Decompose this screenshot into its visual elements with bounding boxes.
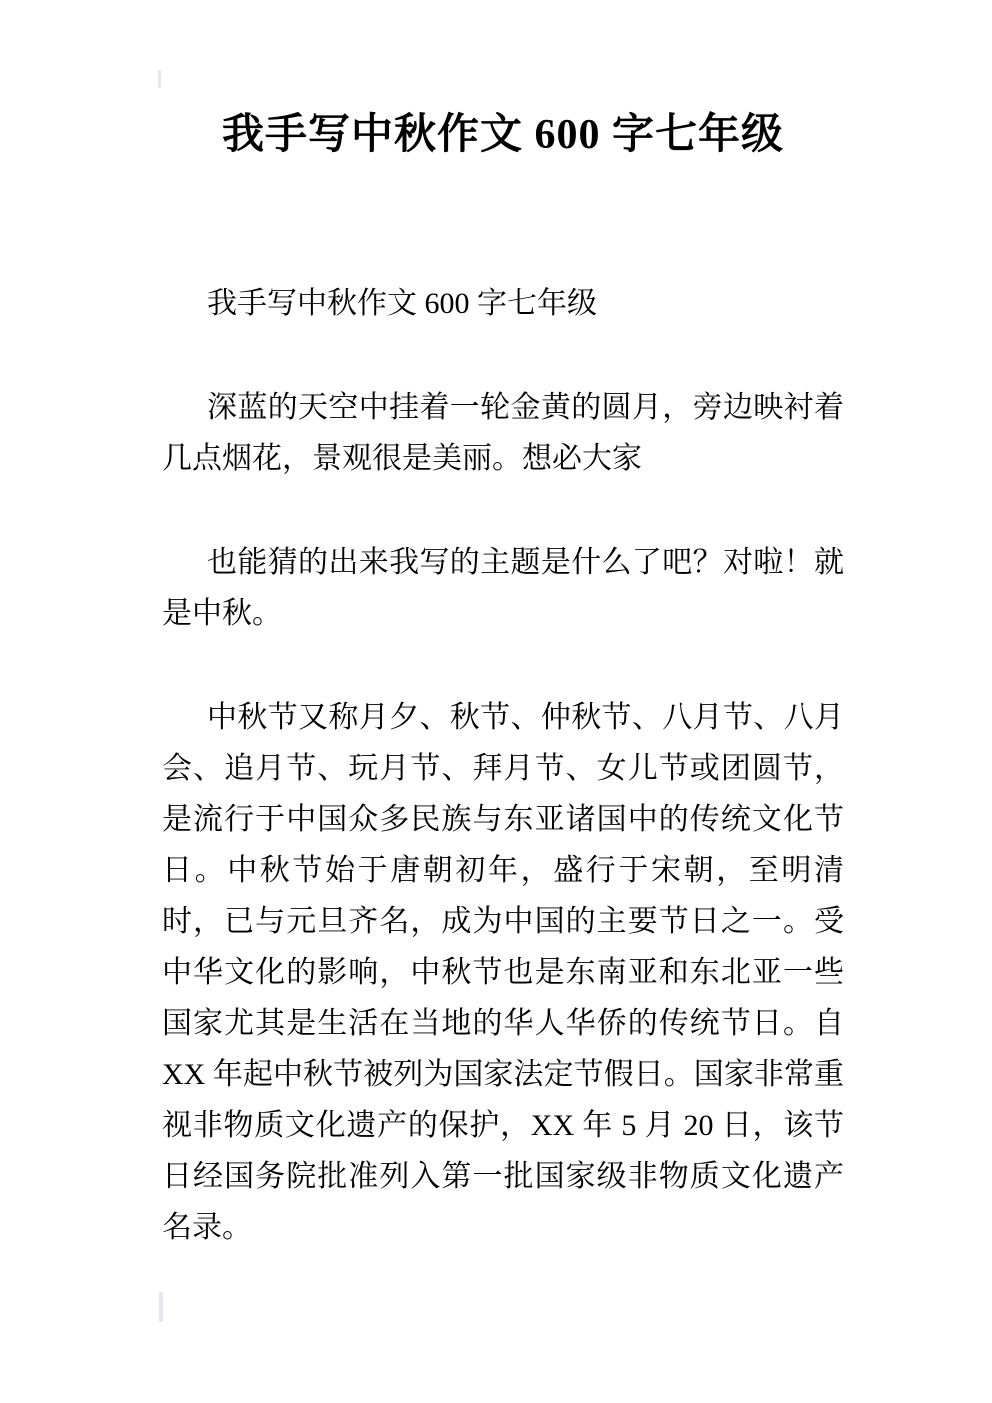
stray-mark-bottom bbox=[159, 1292, 163, 1322]
stray-mark-top bbox=[158, 70, 161, 88]
document-subtitle: 我手写中秋作文 600 字七年级 bbox=[207, 287, 597, 320]
document-title: 我手写中秋作文 600 字七年级 bbox=[221, 112, 784, 158]
paragraph: 深蓝的天空中挂着一轮金黄的圆月，旁边映衬着几点烟花，景观很是美丽。想必大家 bbox=[162, 391, 844, 475]
paragraph: 中秋节又称月夕、秋节、仲秋节、八月节、八月会、追月节、玩月节、拜月节、女儿节或团圆节，是流行于中国众多民族与东亚诸国中的传统文化节日。中秋节始于唐朝初年，盛行于宋朝，至明清时，已与元旦齐名，成为中国的主要节日之一。受中华文化的影响，中秋节也是东南亚和东北亚一些国家尤其是生活在当地的华人华侨的传统节日。自 XX 年起中秋节被列为国家法定节假日。国家非常重视非物质文化遗产的保护，XX 年 5 月 20 日，该节日经国务院批准列入第一批国家级非物质文化遗产名录。 bbox=[162, 701, 844, 1244]
paragraph: 也能猜的出来我写的主题是什么了吧？对啦！就是中秋。 bbox=[162, 546, 844, 630]
